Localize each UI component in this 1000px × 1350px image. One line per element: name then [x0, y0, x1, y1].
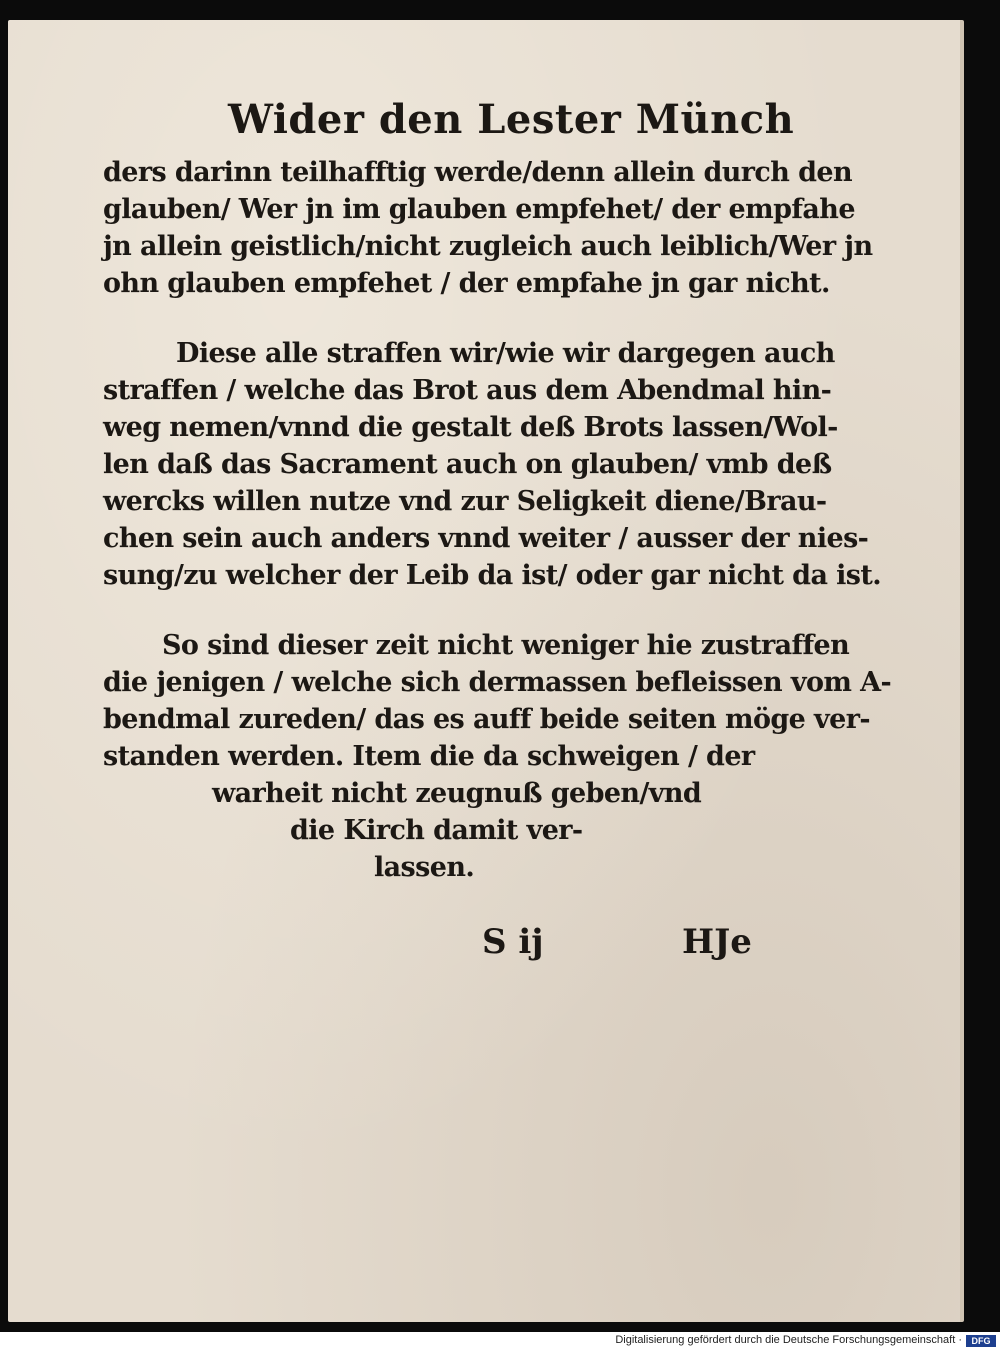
text-line: chen sein auch anders vnnd weiter / ausser der nies- — [103, 523, 869, 554]
text-line: die Kirch damit ver- — [290, 815, 583, 846]
text-line: len daß das Sacrament auch on glauben/ vmb deß — [103, 449, 832, 480]
text-line: So sind dieser zeit nicht weniger hie zustraffen — [162, 630, 850, 661]
text-line: ders darinn teilhafftig werde/denn allein durch den — [103, 157, 852, 188]
text-line: straffen / welche das Brot aus dem Abendmal hin- — [103, 375, 832, 406]
text-line: weg nemen/vnnd die gestalt deß Brots lassen/Wol- — [103, 412, 838, 443]
text-line: ohn glauben empfehet / der empfahe jn gar nicht. — [103, 268, 830, 299]
footer-credit: Digitalisierung gefördert durch die Deutsche Forschungsgemeinschaft · — [615, 1334, 962, 1346]
text-line: standen werden. Item die da schweigen / der — [103, 741, 755, 772]
page-title: Wider den Lester Münch — [228, 96, 795, 143]
text-line: wercks willen nutze vnd zur Seligkeit diene/Brau- — [103, 486, 827, 517]
text-line: sung/zu welcher der Leib da ist/ oder gar nicht da ist. — [103, 560, 882, 591]
footer-bar — [0, 1332, 1000, 1350]
text-line: warheit nicht zeugnuß geben/vnd — [212, 778, 702, 809]
catchword: HJe — [682, 922, 752, 962]
text-line: die jenigen / welche sich dermassen befleissen vom A- — [103, 667, 892, 698]
text-line: jn allein geistlich/nicht zugleich auch leiblich/Wer jn — [103, 231, 873, 262]
signature-mark: S ij — [482, 922, 544, 962]
text-line: Diese alle straffen wir/wie wir dargegen auch — [176, 338, 835, 369]
dfg-logo: DFG — [966, 1335, 996, 1347]
text-line: glauben/ Wer jn im glauben empfehet/ der empfahe — [103, 194, 855, 225]
text-line: bendmal zureden/ das es auff beide seiten möge ver- — [103, 704, 870, 735]
text-line: lassen. — [374, 852, 475, 883]
